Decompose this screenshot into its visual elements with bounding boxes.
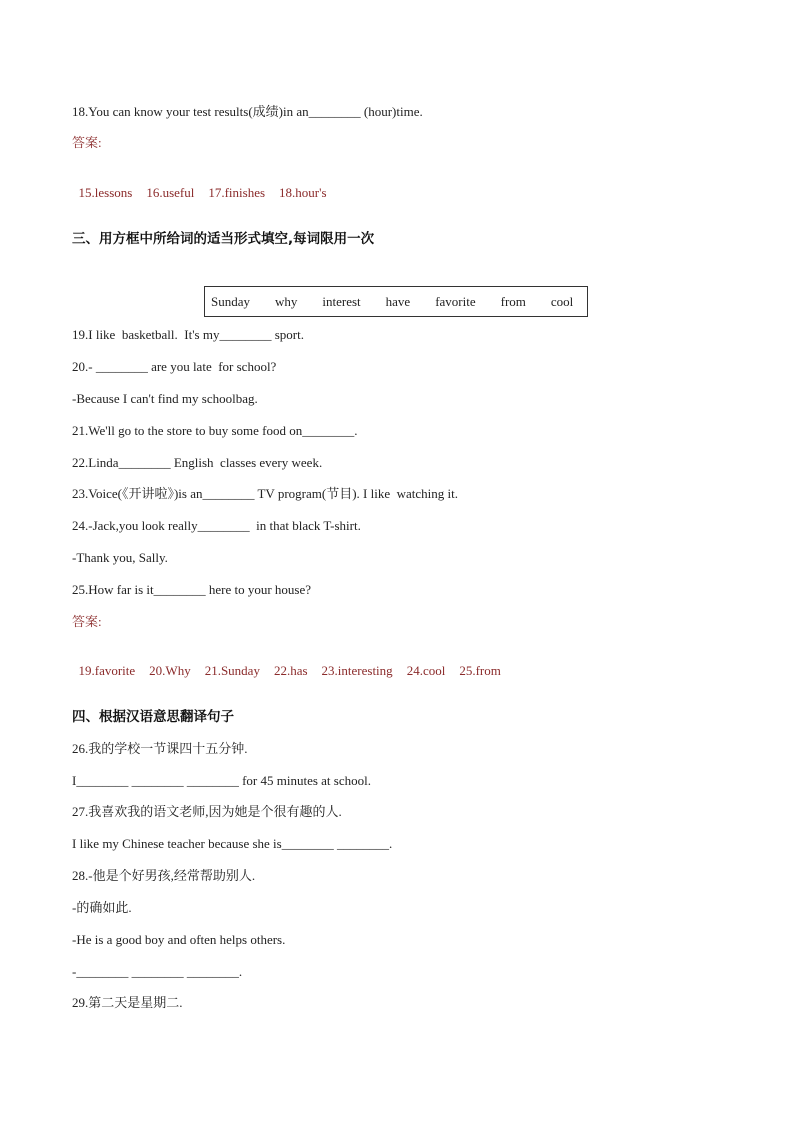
question-line: -的确如此. xyxy=(72,900,132,915)
word-item: have xyxy=(385,293,411,309)
answer-label: 答案: xyxy=(72,614,102,629)
question-line: 24.-Jack,you look really________ in that black T-shirt. xyxy=(72,518,361,533)
question-line: -________ ________ ________. xyxy=(72,964,243,979)
question-line: I________ ________ ________ for 45 minutes at school. xyxy=(72,773,371,788)
question-line: 23.Voice(《开讲啦》)is an________ TV program(节目). I like watching it. xyxy=(72,486,458,501)
answer-item: 21.Sunday xyxy=(204,663,260,678)
question-line: 20.- ________ are you late for school? xyxy=(72,359,277,374)
question-line: 28.-他是个好男孩,经常帮助别人. xyxy=(72,868,256,883)
answer-item: 19.favorite xyxy=(78,663,136,678)
answer-item: 25.from xyxy=(459,663,501,678)
question-line: 27.我喜欢我的语文老师,因为她是个很有趣的人. xyxy=(72,804,342,819)
section-heading: 四、根据汉语意思翻译句子 xyxy=(72,709,234,725)
word-item: from xyxy=(500,293,526,309)
question-line: 22.Linda________ English classes every week. xyxy=(72,455,323,470)
question-line: 29.第二天是星期二. xyxy=(72,995,183,1010)
answer-item: 15.lessons xyxy=(78,185,133,200)
question-line: 25.How far is it________ here to your house? xyxy=(72,582,312,597)
word-item: favorite xyxy=(435,293,476,309)
answer-item: 24.cool xyxy=(406,663,446,678)
word-item: cool xyxy=(550,293,574,309)
question-line: 19.I like basketball. It's my________ sport. xyxy=(72,327,304,342)
answer-item: 23.interesting xyxy=(321,663,393,678)
question-line: -He is a good boy and often helps others. xyxy=(72,932,286,947)
question-line: 26.我的学校一节课四十五分钟. xyxy=(72,741,248,756)
question-line: -Thank you, Sally. xyxy=(72,550,168,565)
word-item: interest xyxy=(322,293,361,309)
question-18: 18.You can know your test results(成绩)in an________ (hour)time. xyxy=(72,104,423,119)
answer-label: 答案: xyxy=(72,135,102,150)
word-item: why xyxy=(275,293,298,309)
word-item: Sunday xyxy=(211,293,250,309)
word-box xyxy=(204,286,588,317)
answer-item: 17.finishes xyxy=(208,185,266,200)
question-line: 21.We'll go to the store to buy some food on________. xyxy=(72,423,358,438)
question-line: I like my Chinese teacher because she is________ ________. xyxy=(72,836,393,851)
section-heading: 三、用方框中所给词的适当形式填空,每词限用一次 xyxy=(72,231,375,247)
question-line: -Because I can't find my schoolbag. xyxy=(72,391,258,406)
answer-row xyxy=(72,644,515,680)
answer-item: 20.Why xyxy=(149,663,191,678)
answer-row xyxy=(72,166,341,202)
answer-item: 22.has xyxy=(273,663,308,678)
answer-item: 16.useful xyxy=(146,185,195,200)
answer-item: 18.hour's xyxy=(279,185,327,200)
